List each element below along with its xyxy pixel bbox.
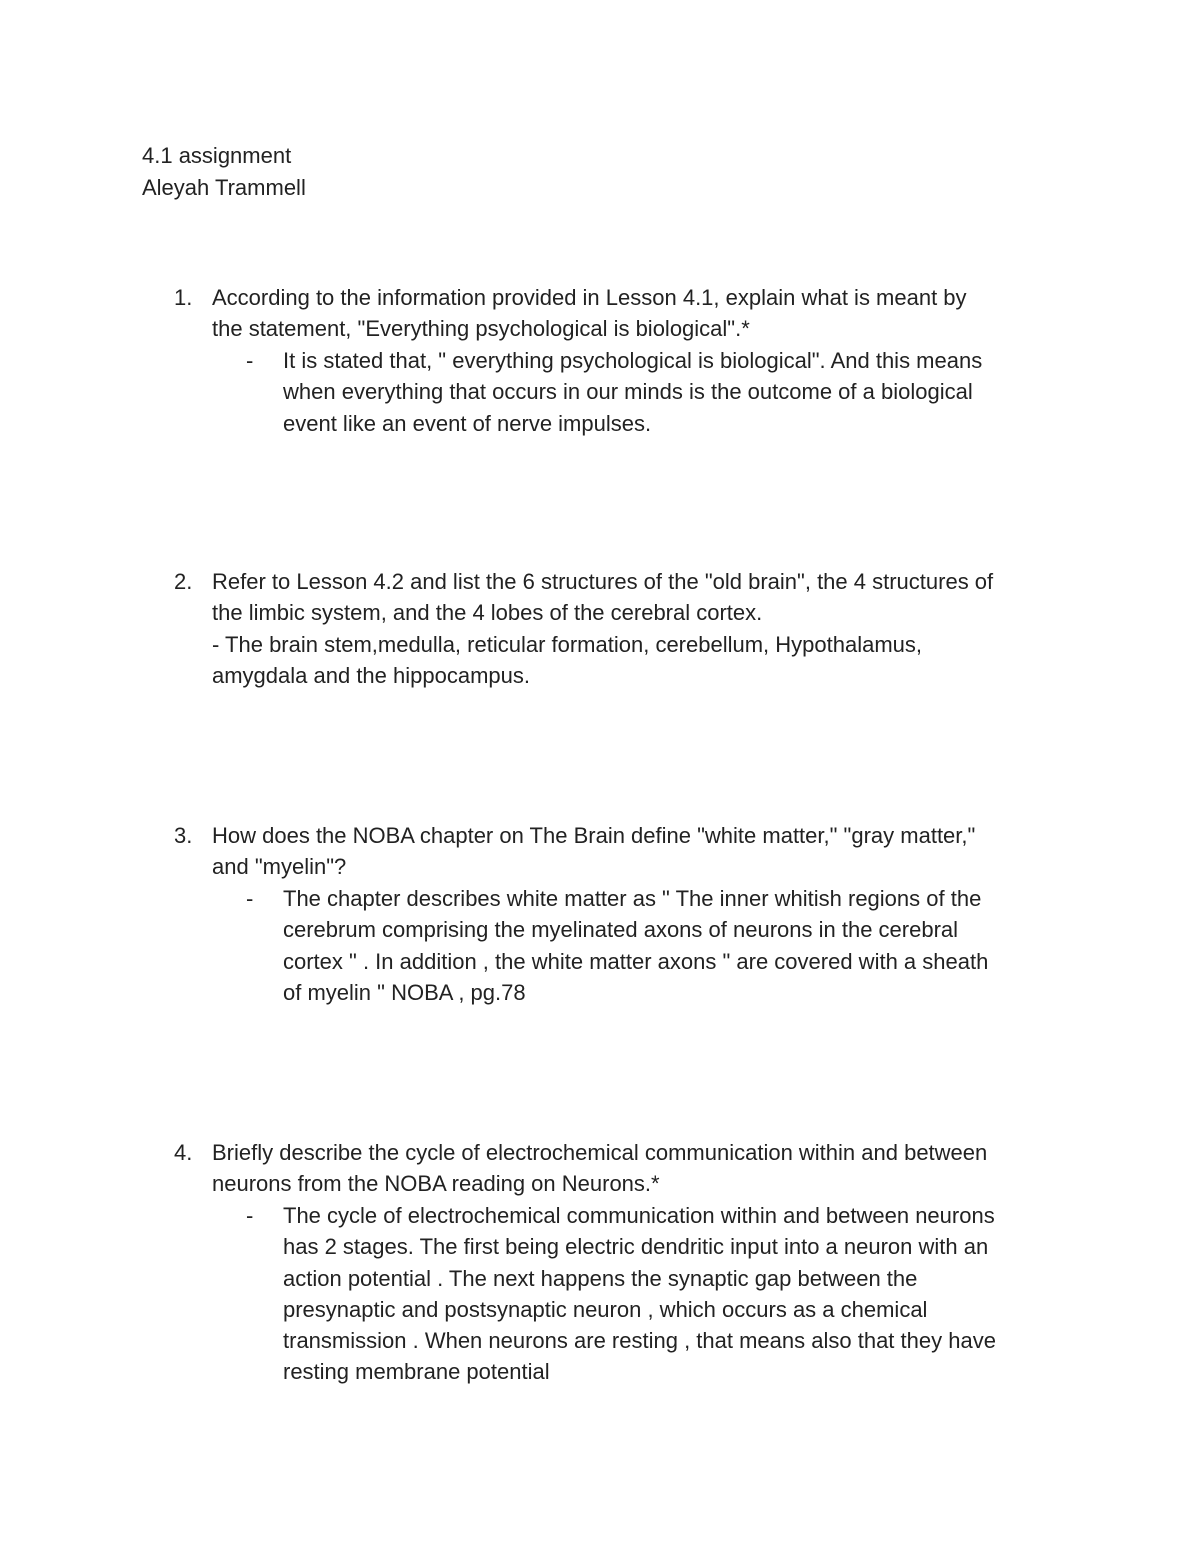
answer-4-line: action potential . The next happens the synaptic gap between the <box>283 1265 918 1291</box>
answer-4-line: resting membrane potential <box>283 1359 550 1385</box>
answer-3-line: cerebrum comprising the myelinated axons of neurons in the cerebral <box>283 917 959 943</box>
question-2-text <box>212 566 1072 691</box>
answer-4-bullet: - <box>246 1203 254 1228</box>
answer-3-line: of myelin " NOBA , pg.78 <box>283 979 526 1005</box>
assignment-title: 4.1 assignment <box>142 143 292 168</box>
question-2-number: 2. <box>174 569 193 594</box>
answer-1-line: It is stated that, " everything psychological is biological". And this means <box>283 348 983 373</box>
question-1-number: 1. <box>174 285 193 310</box>
answer-3-bullet: - <box>246 886 254 911</box>
answer-1-text <box>283 345 1083 439</box>
question-4-line: neurons from the NOBA reading on Neurons.* <box>212 1171 660 1197</box>
question-4-text <box>212 1137 1072 1200</box>
question-1-text <box>212 282 1072 345</box>
question-2-line: the limbic system, and the 4 lobes of the cerebral cortex. <box>212 600 763 626</box>
question-2-line: - The brain stem,medulla, reticular formation, cerebellum, Hypothalamus, <box>212 631 923 657</box>
answer-1-line: when everything that occurs in our minds is the outcome of a biological <box>283 379 973 405</box>
answer-4-line: has 2 stages. The first being electric dendritic input into a neuron with an <box>283 1234 989 1260</box>
answer-4-text <box>283 1200 1083 1388</box>
question-1-line: According to the information provided in Lesson 4.1, explain what is meant by <box>212 285 967 310</box>
answer-4-line: The cycle of electrochemical communication within and between neurons <box>283 1203 995 1228</box>
question-4-number: 4. <box>174 1140 193 1165</box>
question-3-number: 3. <box>174 823 193 848</box>
question-1-line: the statement, "Everything psychological is biological".* <box>212 316 750 342</box>
question-2-line: amygdala and the hippocampus. <box>212 662 530 688</box>
question-2-line: Refer to Lesson 4.2 and list the 6 structures of the "old brain", the 4 structures of <box>212 569 994 594</box>
answer-4-line: presynaptic and postsynaptic neuron , which occurs as a chemical <box>283 1296 928 1322</box>
question-4-line: Briefly describe the cycle of electrochemical communication within and between <box>212 1140 988 1165</box>
question-3-text <box>212 820 1072 883</box>
question-3-line: and "myelin"? <box>212 854 347 880</box>
answer-3-text <box>283 883 1083 1008</box>
question-3-line: How does the NOBA chapter on The Brain define "white matter," "gray matter," <box>212 823 976 848</box>
answer-4-line: transmission . When neurons are resting , that means also that they have <box>283 1328 996 1354</box>
answer-1-bullet: - <box>246 348 254 373</box>
answer-3-line: The chapter describes white matter as " The inner whitish regions of the <box>283 886 982 911</box>
answer-1-line: event like an event of nerve impulses. <box>283 410 652 436</box>
author-name: Aleyah Trammell <box>142 175 306 200</box>
answer-3-line: cortex " . In addition , the white matter axons " are covered with a sheath <box>283 948 989 974</box>
